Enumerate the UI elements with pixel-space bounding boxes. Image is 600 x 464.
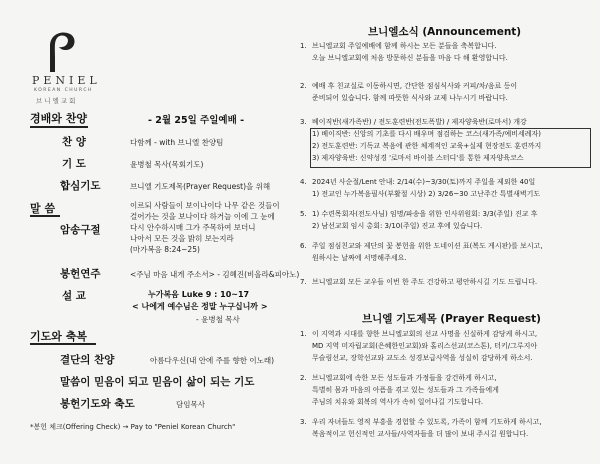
memory-verse-line: 걸어가는 것을 보나이다 하거늘 이에 그 눈에 [130,212,275,221]
prayer-item [300,328,537,364]
prayer-value: 윤병철 목사(목회기도) [130,160,204,169]
decision-hymn-value: 아름다우신(내 안에 주를 향한 이노래) [150,356,275,365]
item-number: 6. [300,242,307,250]
offertory-value: <주님 마음 내게 주소서> - 김혜진(비올라&피아노) [130,270,300,279]
header-underline [30,343,96,345]
announcement-line: 준비되어 있습니다. 함께 따뜻한 식사와 교제 나누시기 바랍니다. [312,94,508,102]
offering-footnote: *봉헌 체크(Offering Check) → Pay to "Peniel Korean Church" [30,423,236,431]
offertory-label: 봉헌연주 [60,268,101,280]
prayer-request-title: 브니엘 기도제목 (Prayer Request) [362,313,541,325]
announcement-line: 예배 후 친교실로 이동하시면, 간단한 점심식사와 커피/차/음료 등이 [312,82,518,90]
prayer-item [300,416,542,440]
sermon-reference: 누가복음 Luke 9 : 10~17 [148,290,250,299]
announcement-item [300,176,540,200]
prayer-label: 기 도 [62,158,86,170]
announcement-line: 원하시는 날짜에 서명해주세요. [312,254,407,262]
prayer-line: 주님의 치유와 회복의 역사가 속히 일어나길 기도합니다. [312,398,484,406]
announcement-line: 베이직반(새가족반) / 전도훈련반(전도폭발) / 제자양육반(로마서) 개강 [312,118,527,126]
prayer-line: 특별히 몸과 마음의 아픔을 겪고 있는 성도들과 그 가족들에게 [312,386,499,394]
peniel-logo-icon [40,28,80,74]
logo-subtitle-kr: 브니엘교회 [36,97,78,105]
faith-prayer-label: 말씀이 믿음이 되고 믿음이 삶이 되는 기도 [60,376,255,388]
hymn-value: 다함께 - with 브니엘 찬양팀 [130,138,224,147]
class-list-box [310,128,591,168]
sermon-title: < 나에게 예수님은 정말 누구십니까 > [132,302,268,311]
announcement-title: 브니엘소식 (Announcement) [368,26,522,38]
item-number: 2. [300,374,307,382]
item-number: 3. [300,418,307,426]
prayer-item [300,372,499,408]
memory-verse-line: 다시 안수하시매 그가 주목하여 보더니 [130,223,256,232]
sermon-label: 설 교 [62,290,86,302]
item-number: 4. [300,178,307,186]
announcement-line: 1) 전교인 누가복음필사(부활절 시상) 2) 3/26~30 고난주간 특별새벽기도 [312,190,541,198]
memory-verse-line: 이르되 사람들이 보이나이다 나무 같은 것들이 [130,201,280,210]
hymn-label: 찬 양 [62,136,86,148]
prayer-line: 이 지역과 시대를 향한 브니엘교회의 선교 사명을 신실하게 감당케 하시고, [312,330,538,338]
memory-verse [130,200,280,255]
announcement-line: 3) 제자양육반: 신약성경 '로마서 바이블 스터디'를 통한 제자양육코스 [312,154,524,162]
word-header: 말 씀 [30,202,56,215]
worship-header: 경배와 찬양 [30,112,87,125]
prayer-line: 무슬림선교, 장학선교와 교도소 성경보급사역을 성실히 감당하게 하소서. [312,354,533,362]
prayer-line: 복음적이고 헌신적인 교사들/사역자들을 더 많이 보내 주시길 원합니다. [312,430,529,438]
decision-hymn-label: 결단의 찬양 [60,354,115,366]
memory-verse-label: 암송구절 [60,224,101,236]
benediction-label: 봉헌기도와 축도 [60,398,135,410]
item-number: 3. [300,118,307,126]
item-number: 1. [300,330,307,338]
announcement-line: 2) 남선교회 임시 총회: 3/10(주일) 진교 후에 있습니다. [312,222,483,230]
announcement-line: 2) 전도훈련반: 기독교 복음에 관한 체계적인 교육+실제 현장전도 훈련까지 [312,142,542,150]
announcement-item [300,276,537,288]
announcement-line: 2024년 사순절/Lent 안내: 2/14(수)~3/30(토)까지 주일을 제외한 40일 [312,178,536,186]
joint-prayer-label: 합심기도 [60,180,101,192]
announcement-line: 1) 수련목회자(전도사님) 임명/파송을 위한 인사위원회: 3/3(주일) 진교 후 [312,210,538,218]
announcement-item [300,240,543,264]
logo-subtitle-en: KOREAN CHURCH [34,88,93,93]
announcement-item [300,208,537,232]
joint-prayer-value: 브니엘 기도제목(Prayer Request)을 위해 [130,182,271,191]
announcement-item [300,80,517,104]
item-number: 1. [300,42,307,50]
service-date: - 2월 25일 주일예배 - [148,115,245,126]
announcement-line: 브니엘교회 모든 교우들 이번 한 주도 건강하고 평안하시길 기도 드립니다. [312,278,538,286]
announcement-item [300,40,508,64]
item-number: 2. [300,82,307,90]
item-number: 5. [300,210,307,218]
prayer-line: 브니엘교회에 속한 모든 성도들과 가정들을 강건하게 하시고, [312,374,497,382]
sermon-preacher: - 윤병철 목사 [196,315,240,324]
header-underline [30,126,88,128]
prayer-line: 우리 자녀들도 영적 부흥을 경험할 수 있도록, 가족이 함께 기도하게 하시고, [312,418,542,426]
announcement-line: 주일 점심친교와 제단의 꽃 봉헌을 위한 도네이션 표(복도 게시판)를 보시고, [312,242,543,250]
announcement-line: 브니엘교회 주일예배에 함께 하시는 모든 분들을 축복합니다. [312,42,497,50]
memory-verse-line: (마가복음 8:24~25) [130,245,200,254]
benediction-value: 담임목사 [176,400,205,409]
announcement-line: 1) 베이직반: 신앙의 기초를 다시 배우며 점검하는 코스(새가족/예비세례자) [312,130,542,138]
logo-name: PENIEL [32,74,101,87]
prayer-line: MD 지역 미자립교회(은혜한인교회)와 홀리스선교(코스톤), 터키/그루지아 [312,342,538,350]
blessing-header: 기도와 축복 [30,330,87,343]
header-underline [30,215,60,217]
memory-verse-line: 나아서 모든 것을 밝히 보는지라 [130,234,234,243]
item-number: 7. [300,278,307,286]
announcement-line: 오늘 브니엘교회에 처음 방문하신 분들을 마음 다 해 환영합니다. [312,54,508,62]
